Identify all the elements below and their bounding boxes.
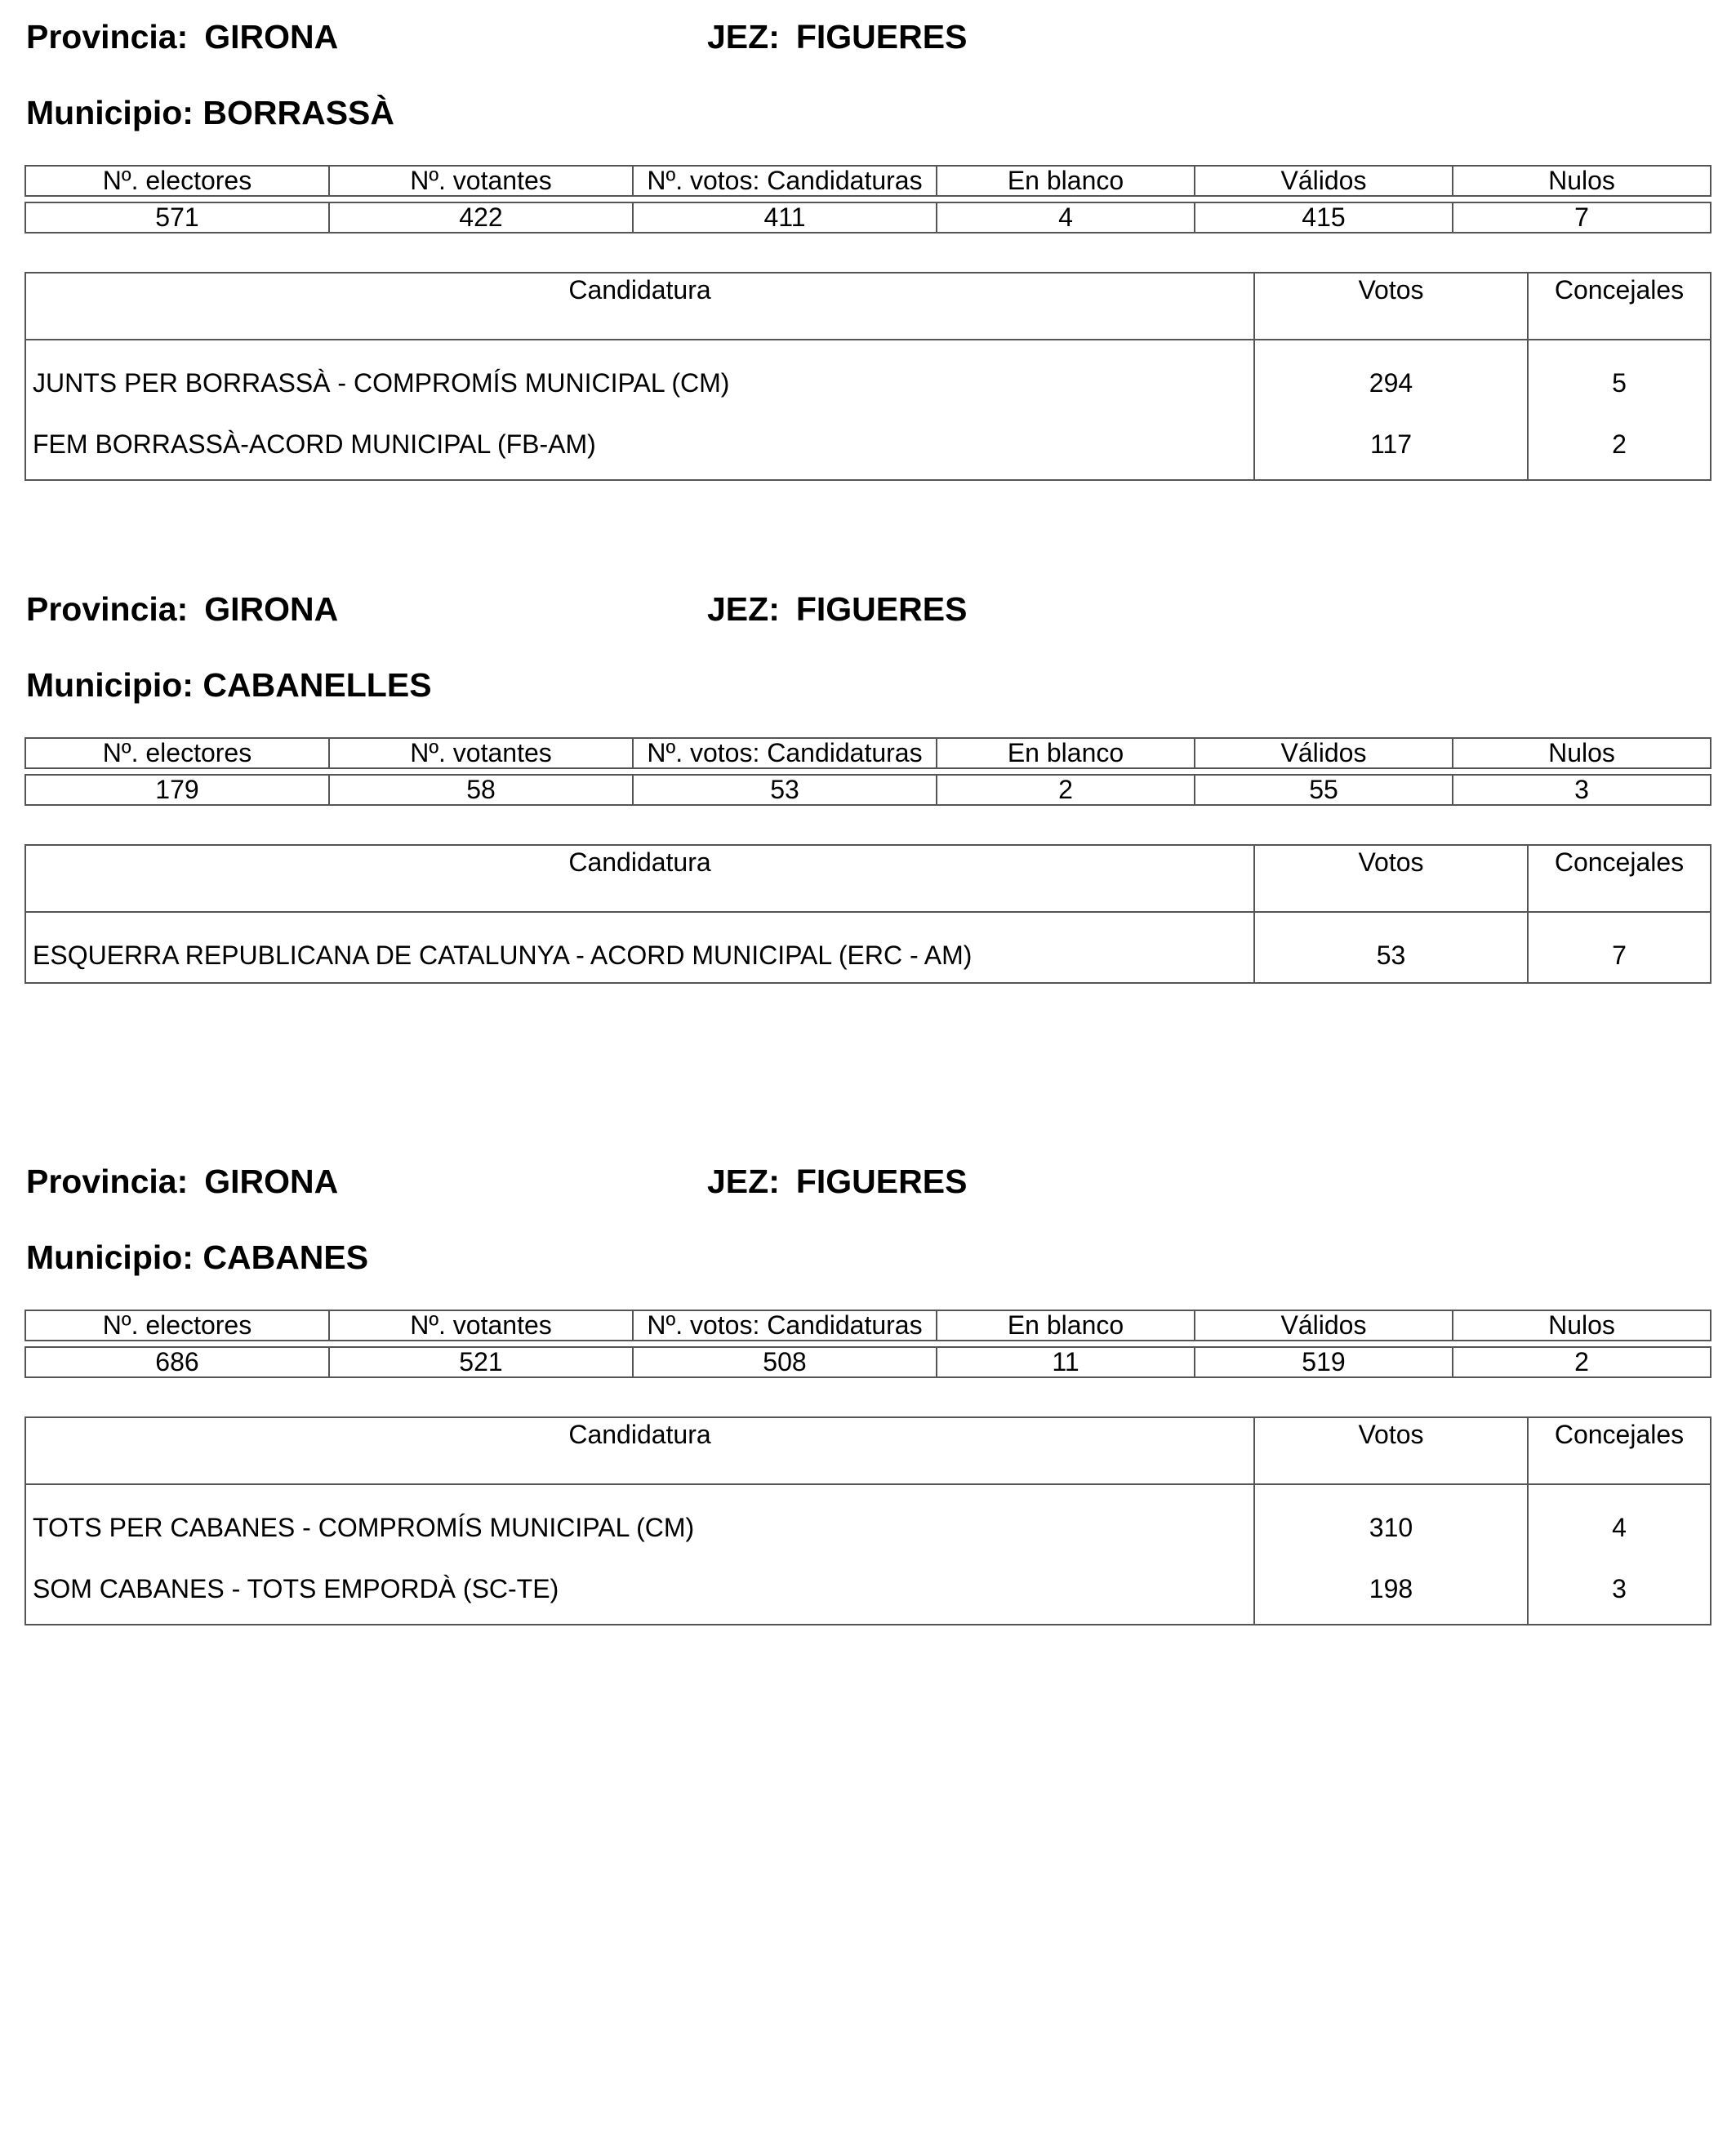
header-en-blanco: En blanco — [937, 738, 1195, 768]
header-electores: Nº. electores — [25, 1310, 329, 1341]
stats-header-row — [25, 738, 1711, 768]
value-nulos: 7 — [1453, 202, 1711, 233]
header-votos: Votos — [1254, 1417, 1528, 1484]
header-electores: Nº. electores — [25, 166, 329, 196]
header-en-blanco: En blanco — [937, 1310, 1195, 1341]
candidatura-votos: 117 — [1254, 410, 1528, 480]
stats-table — [24, 1310, 1712, 1378]
municipio-heading — [26, 666, 432, 704]
candidatura-votos: 198 — [1254, 1554, 1528, 1625]
candidatura-votos: 310 — [1254, 1484, 1528, 1554]
candidatura-votos: 53 — [1254, 912, 1528, 983]
stats-table — [24, 165, 1712, 233]
value-votantes: 521 — [329, 1347, 633, 1377]
header-votantes: Nº. votantes — [329, 1310, 633, 1341]
jez-heading — [707, 590, 967, 628]
candidaturas-table — [24, 844, 1712, 984]
jez-heading — [707, 18, 967, 56]
header-concejales: Concejales — [1528, 845, 1711, 912]
header-concejales: Concejales — [1528, 1417, 1711, 1484]
candidatura-row — [25, 410, 1711, 480]
value-electores: 686 — [25, 1347, 329, 1377]
provincia-label: Provincia: — [26, 590, 189, 628]
header-candidatura: Candidatura — [25, 1417, 1254, 1484]
header-nulos: Nulos — [1453, 1310, 1711, 1341]
candidatura-name: FEM BORRASSÀ-ACORD MUNICIPAL (FB-AM) — [25, 410, 1254, 480]
header-validos: Válidos — [1195, 738, 1453, 768]
jez-heading — [707, 1163, 967, 1200]
header-nulos: Nulos — [1453, 166, 1711, 196]
municipio-label: Municipio: — [26, 1238, 194, 1276]
value-validos: 55 — [1195, 775, 1453, 805]
value-electores: 179 — [25, 775, 329, 805]
jez-value: FIGUERES — [795, 590, 968, 628]
candidatura-row — [25, 340, 1711, 410]
municipio-value: CABANES — [203, 1238, 369, 1276]
header-candidatura: Candidatura — [25, 273, 1254, 340]
value-votantes: 58 — [329, 775, 633, 805]
header-votos-candidaturas: Nº. votos: Candidaturas — [633, 166, 937, 196]
candidatura-row — [25, 912, 1711, 983]
candidatura-concejales: 5 — [1528, 340, 1711, 410]
candidatura-concejales: 3 — [1528, 1554, 1711, 1625]
stats-value-row — [25, 775, 1711, 805]
value-nulos: 2 — [1453, 1347, 1711, 1377]
provincia-heading — [26, 590, 338, 628]
candidaturas-table — [24, 1416, 1712, 1625]
municipio-heading — [26, 94, 394, 131]
value-validos: 519 — [1195, 1347, 1453, 1377]
header-votos: Votos — [1254, 273, 1528, 340]
header-votos: Votos — [1254, 845, 1528, 912]
municipio-value: CABANELLES — [203, 666, 432, 704]
jez-label: JEZ: — [707, 590, 780, 628]
stats-value-row — [25, 1347, 1711, 1377]
provincia-heading — [26, 18, 338, 56]
candidatura-row — [25, 1554, 1711, 1625]
stats-header-row — [25, 166, 1711, 196]
header-nulos: Nulos — [1453, 738, 1711, 768]
provincia-value: GIRONA — [204, 1163, 339, 1200]
value-votos-candidaturas: 53 — [633, 775, 937, 805]
candidatura-concejales: 4 — [1528, 1484, 1711, 1554]
candidatura-row — [25, 1484, 1711, 1554]
header-concejales: Concejales — [1528, 273, 1711, 340]
stats-table — [24, 737, 1712, 806]
provincia-value: GIRONA — [204, 18, 339, 56]
jez-value: FIGUERES — [795, 18, 968, 56]
header-votantes: Nº. votantes — [329, 738, 633, 768]
municipio-value: BORRASSÀ — [203, 94, 395, 131]
value-electores: 571 — [25, 202, 329, 233]
candidatura-name: JUNTS PER BORRASSÀ - COMPROMÍS MUNICIPAL (CM) — [25, 340, 1254, 410]
value-en-blanco: 11 — [937, 1347, 1195, 1377]
value-en-blanco: 2 — [937, 775, 1195, 805]
jez-value: FIGUERES — [795, 1163, 968, 1200]
provincia-value: GIRONA — [204, 590, 339, 628]
candidaturas-header-row — [25, 845, 1711, 912]
provincia-heading — [26, 1163, 338, 1200]
municipio-heading — [26, 1238, 368, 1276]
value-validos: 415 — [1195, 202, 1453, 233]
jez-label: JEZ: — [707, 1163, 780, 1200]
provincia-label: Provincia: — [26, 1163, 189, 1200]
value-votantes: 422 — [329, 202, 633, 233]
header-votos-candidaturas: Nº. votos: Candidaturas — [633, 1310, 937, 1341]
candidaturas-header-row — [25, 1417, 1711, 1484]
stats-header-row — [25, 1310, 1711, 1341]
candidatura-concejales: 7 — [1528, 912, 1711, 983]
candidatura-name: TOTS PER CABANES - COMPROMÍS MUNICIPAL (CM) — [25, 1484, 1254, 1554]
header-candidatura: Candidatura — [25, 845, 1254, 912]
jez-label: JEZ: — [707, 18, 780, 56]
header-votantes: Nº. votantes — [329, 166, 633, 196]
header-votos-candidaturas: Nº. votos: Candidaturas — [633, 738, 937, 768]
candidatura-concejales: 2 — [1528, 410, 1711, 480]
header-en-blanco: En blanco — [937, 166, 1195, 196]
candidaturas-header-row — [25, 273, 1711, 340]
provincia-label: Provincia: — [26, 18, 189, 56]
stats-value-row — [25, 202, 1711, 233]
candidatura-name: ESQUERRA REPUBLICANA DE CATALUNYA - ACORD MUNICIPAL (ERC - AM) — [25, 912, 1254, 983]
candidaturas-table — [24, 272, 1712, 481]
candidatura-name: SOM CABANES - TOTS EMPORDÀ (SC-TE) — [25, 1554, 1254, 1625]
header-validos: Válidos — [1195, 166, 1453, 196]
value-votos-candidaturas: 411 — [633, 202, 937, 233]
candidatura-votos: 294 — [1254, 340, 1528, 410]
header-electores: Nº. electores — [25, 738, 329, 768]
municipio-label: Municipio: — [26, 666, 194, 704]
municipio-label: Municipio: — [26, 94, 194, 131]
value-nulos: 3 — [1453, 775, 1711, 805]
value-votos-candidaturas: 508 — [633, 1347, 937, 1377]
header-validos: Válidos — [1195, 1310, 1453, 1341]
value-en-blanco: 4 — [937, 202, 1195, 233]
